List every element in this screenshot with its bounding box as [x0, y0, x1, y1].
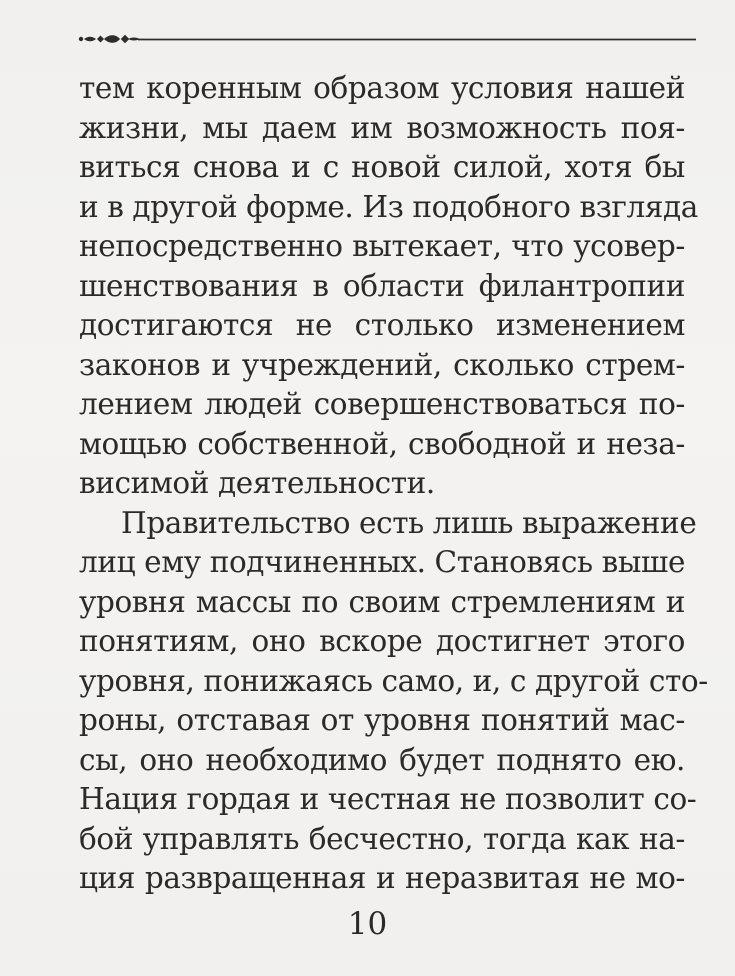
text-line: ция развращенная и неразвитая не мо- [79, 861, 685, 895]
text-line: сы, оно необходимо будет поднято ею. [79, 742, 685, 777]
text-line: шенствования в области филантропии [79, 268, 685, 303]
text-line: виться снова и с новой силой, хотя бы [79, 150, 685, 184]
text-line: жизни, мы даем им возможность поя- [79, 110, 685, 145]
paragraph-end-line: висимой деятельности. [79, 466, 435, 500]
text-line: тем коренным образом условия нашей [79, 71, 685, 105]
text-line: бой управлять бесчестно, тогда как на- [79, 821, 685, 856]
text-line: уровня, понижаясь само, и, с другой сто- [79, 663, 708, 698]
text-line: лиц ему подчиненных. Становясь выше [79, 545, 686, 579]
text-line: Нация гордая и честная не позволит со- [79, 782, 697, 816]
text-line: достигаются не столько изменением [79, 308, 685, 342]
text-line: законов и учреждений, сколько стрем- [79, 347, 685, 382]
decorative-rule-ornament [76, 28, 698, 50]
text-line: лением людей совершенствоваться по- [79, 387, 685, 421]
text-line: и в другой форме. Из подобного взгляда [79, 189, 698, 224]
text-line: мощью собственной, свободной и неза- [79, 426, 685, 461]
body-text [79, 69, 708, 899]
text-line: непосредственно вытекает, что усовер- [79, 229, 685, 263]
text-line: уровня массы по своим стремлениям и [79, 584, 685, 619]
text-line: роны, отставая от уровня понятий мас- [79, 703, 685, 737]
text-line: понятиям, оно вскоре достигнет этого [79, 624, 685, 658]
page-number: 10 [347, 906, 388, 942]
paragraph-first-line: Правительство есть лишь выражение [121, 505, 697, 540]
